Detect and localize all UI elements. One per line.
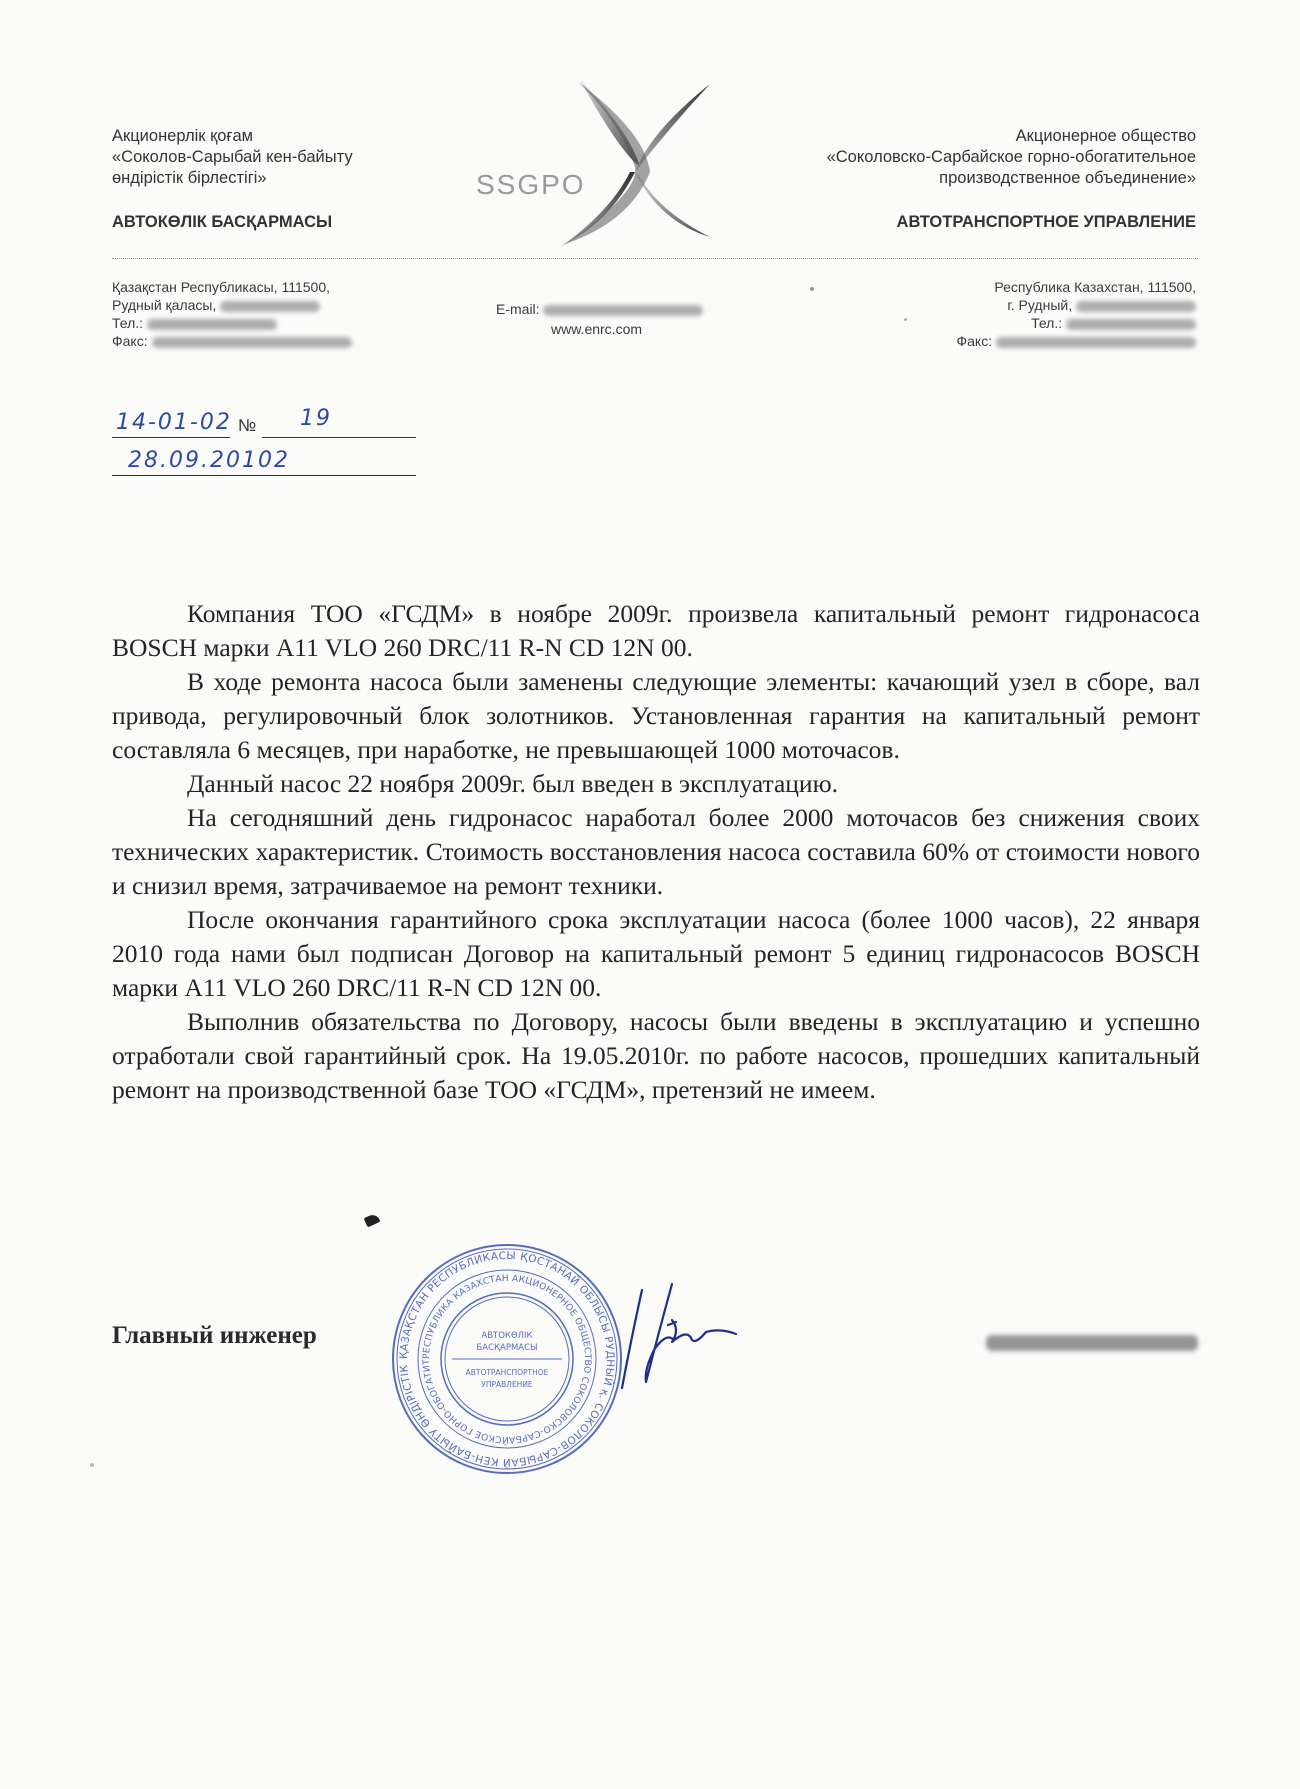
contacts-email-label: E-mail: bbox=[496, 301, 540, 317]
header-left-line2: «Соколов-Сарыбай кен-байыту bbox=[112, 148, 353, 166]
paragraph-2: В ходе ремонта насоса были заменены следующие элементы: качающий узел в сборе, вал привода, регулировочный блок золотников. Установленная гарантия на капитальный ремонт составляла 6 месяцев, при наработке, не превышающей 1000 моточасов. bbox=[112, 667, 1200, 764]
contacts-left-city: Рудный қаласы, bbox=[112, 297, 217, 313]
header-right-line3: производственное объединение» bbox=[939, 169, 1196, 187]
logo-star-icon bbox=[470, 72, 730, 252]
redacted-phone bbox=[147, 319, 277, 330]
ref-date: 28.09.20102 bbox=[128, 448, 290, 473]
paragraph-1: Компания ТОО «ГСДМ» в ноябре 2009г. произвела капитальный ремонт гидронасоса BOSCH марки A11 VLO 260 DRC/11 R-N CD 12N 00. bbox=[112, 599, 1200, 662]
paragraph-5: После окончания гарантийного срока эксплуатации насоса (более 1000 часов), 22 января 2010 года нами был подписан Договор на капитальный ремонт 5 единиц гидронасосов BOSCH марки A11 VLO 260 DRC/11 R-N CD 12N 00. bbox=[112, 905, 1200, 1002]
contacts-right-tel-label: Тел.: bbox=[1031, 315, 1063, 331]
header-right-org bbox=[827, 126, 1196, 189]
header-left-line3: өндірістік бірлестігі» bbox=[112, 169, 267, 187]
ref-date-line bbox=[112, 475, 416, 476]
official-stamp bbox=[388, 1240, 626, 1478]
redacted-fax bbox=[152, 337, 352, 348]
stamp-seal-icon bbox=[388, 1240, 626, 1478]
letter-body bbox=[112, 597, 1200, 1107]
redacted-phone-right bbox=[1066, 319, 1196, 330]
stamp-center-ru-2: УПРАВЛЕНИЕ bbox=[481, 1380, 533, 1389]
contacts-right-fax-label: Факс: bbox=[956, 333, 993, 349]
scan-dot bbox=[904, 318, 907, 321]
header-left-org bbox=[112, 126, 353, 189]
scan-dot bbox=[90, 1463, 94, 1467]
header-right-dept: АВТОТРАНСПОРТНОЕ УПРАВЛЕНИЕ bbox=[896, 213, 1196, 231]
paragraph-3: Данный насос 22 ноября 2009г. был введен в эксплуатацию. bbox=[187, 769, 838, 798]
ref-code-line bbox=[112, 437, 230, 438]
logo-text: SSGPO bbox=[476, 169, 586, 200]
redacted-street bbox=[220, 301, 320, 312]
header-divider bbox=[112, 258, 1198, 259]
header-left-line1: Акционерлік қоғам bbox=[112, 127, 253, 145]
contacts-website: www.enrc.com bbox=[551, 321, 643, 337]
contacts-left-country: Қазақстан Республикасы, 111500, bbox=[112, 279, 330, 295]
paragraph-4: На сегодняшний день гидронасос наработал более 2000 моточасов без снижения своих технических характеристик. Стоимость восстановления насоса составила 60% от стоимости нового и снизил время, затрачиваемое на ремонт техники. bbox=[112, 803, 1200, 900]
redacted-street-right bbox=[1076, 301, 1196, 312]
contacts-center bbox=[496, 300, 703, 338]
contacts-right bbox=[957, 278, 1197, 350]
redacted-email bbox=[543, 305, 703, 316]
contacts-left bbox=[112, 278, 352, 350]
stamp-center-ru-1: АВТОТРАНСПОРТНОЕ bbox=[465, 1368, 549, 1377]
stamp-center-kz-2: БАСҚАРМАСЫ bbox=[476, 1343, 538, 1353]
ink-mark bbox=[364, 1213, 381, 1228]
header-right-line2: «Соколовско-Сарбайское горно-обогатительное bbox=[826, 148, 1196, 166]
stamp-center-kz-1: АВТОКӨЛІК bbox=[481, 1331, 533, 1341]
header-left-dept: АВТОКӨЛІК БАСҚАРМАСЫ bbox=[112, 213, 333, 231]
contacts-right-city: г. Рудный, bbox=[1007, 297, 1073, 313]
contacts-left-fax-label: Факс: bbox=[112, 333, 148, 349]
header-right-line1: Акционерное общество bbox=[1015, 127, 1196, 145]
redacted-fax-right bbox=[996, 337, 1196, 348]
contacts-right-country: Республика Казахстан, 111500, bbox=[994, 279, 1196, 295]
contacts-left-tel-label: Тел.: bbox=[112, 315, 144, 331]
ref-number-line bbox=[262, 437, 416, 438]
company-logo bbox=[470, 72, 730, 252]
number-label: № bbox=[238, 416, 257, 435]
signature-title: Главный инженер bbox=[112, 1322, 317, 1349]
handwritten-signature bbox=[610, 1280, 760, 1400]
scan-dot bbox=[810, 287, 814, 291]
stamp-inner-text: РЕСПУБЛИКА КАЗАХСТАН АКЦИОНЕРНОЕ ОБЩЕСТВО СОКОЛОВСКО-САРБАЙСКОЕ ГОРНО-ОБОГАТИТ bbox=[421, 1273, 593, 1445]
stamp-outer-text: ҚАЗАҚСТАН РЕСПУБЛИКАСЫ ҚОСТАНАЙ ОБЛЫСЫ РУДНЫЙ қ. СОКОЛОВ-САРЫБАЙ КЕН-БАЙЫТУ ӨНДІРІСТІК bbox=[397, 1249, 617, 1469]
paragraph-6: Выполнив обязательства по Договору, насосы были введены в эксплуатацию и успешно отработали свой гарантийный срок. На 19.05.2010г. по работе насосов, прошедших капитальный ремонт на производственной базе ТОО «ГСДМ», претензий не имеем. bbox=[112, 1007, 1200, 1104]
ref-number: 19 bbox=[300, 406, 332, 431]
ref-code: 14-01-02 bbox=[116, 410, 232, 435]
signature-scribble-icon bbox=[610, 1280, 760, 1400]
redacted-signatory-name bbox=[986, 1334, 1198, 1352]
